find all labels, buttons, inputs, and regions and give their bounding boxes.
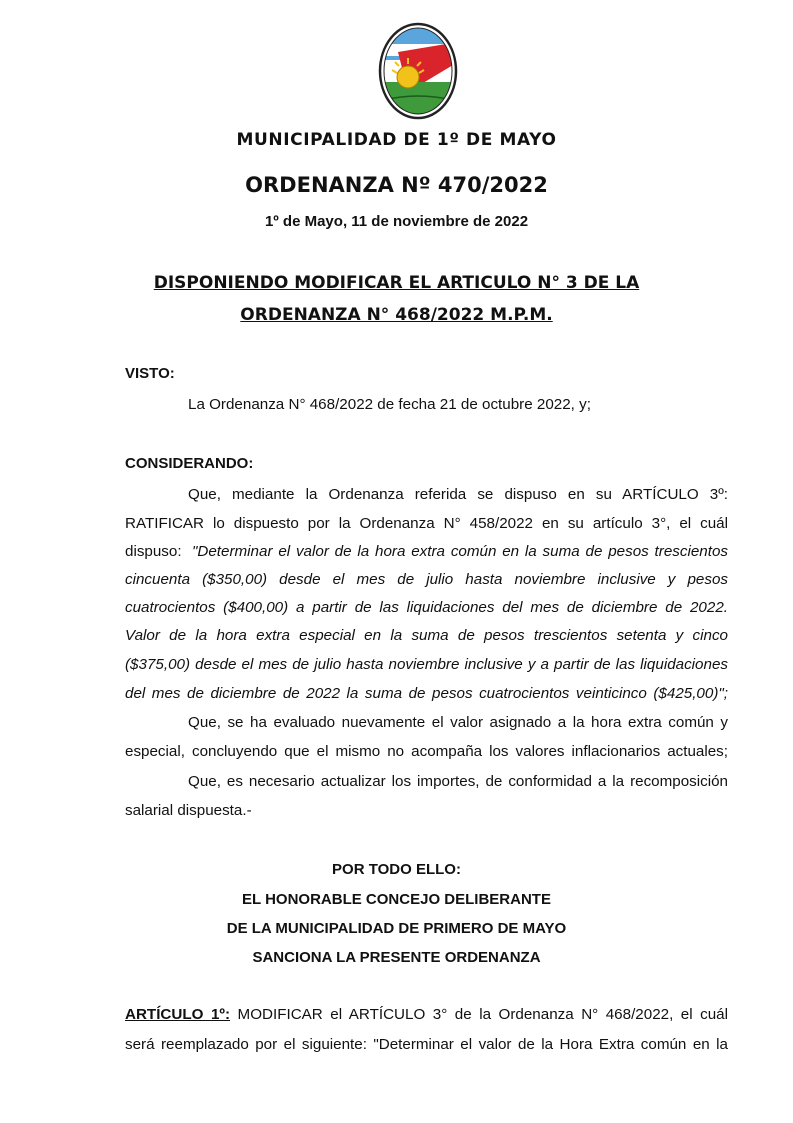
article-1-text: MODIFICAR el ARTÍCULO 3° de la Ordenanza N° 468/2022, el cuál bbox=[237, 1006, 728, 1023]
considerando-line: Que, mediante la Ordenanza referida se dispuso en su ARTÍCULO 3º: bbox=[188, 486, 728, 503]
quote-line: del mes de diciembre de 2022 la suma de pesos cuatrocientos veinticinco ($425,00)"; bbox=[125, 685, 728, 702]
article-1-label: ARTÍCULO 1º: bbox=[125, 1006, 231, 1023]
considerando-line: dispuso: bbox=[125, 543, 182, 560]
considerando-line: Que, se ha evaluado nuevamente el valor asignado a la hora extra común y bbox=[188, 714, 728, 731]
considerando-heading: CONSIDERANDO: bbox=[125, 455, 254, 472]
quote-line: ($375,00) desde el mes de julio hasta noviembre inclusive y a partir de las liquidaciones bbox=[125, 656, 728, 673]
visto-text: La Ordenanza N° 468/2022 de fecha 21 de octubre 2022, y; bbox=[188, 396, 591, 413]
municipal-seal-logo bbox=[378, 22, 458, 120]
resolution-line: SANCIONA LA PRESENTE ORDENANZA bbox=[252, 949, 541, 966]
municipality-name: MUNICIPALIDAD DE 1º DE MAYO bbox=[236, 130, 557, 150]
ordinance-number: ORDENANZA Nº 470/2022 bbox=[245, 173, 548, 197]
quote-line: Valor de la hora extra especial en la suma de pesos trescientos setenta y cinco bbox=[125, 627, 728, 644]
considerando-line: salarial dispuesta.- bbox=[125, 802, 252, 819]
place-date: 1º de Mayo, 11 de noviembre de 2022 bbox=[264, 213, 529, 230]
article-1-line-1 bbox=[125, 1006, 728, 1023]
quote-line: cincuenta ($350,00) desde el mes de julio hasta noviembre inclusive y pesos bbox=[125, 571, 728, 588]
quote-line: cuatrocientos ($400,00) a partir de las liquidaciones del mes de diciembre de 2022. bbox=[125, 599, 728, 616]
resolution-line: EL HONORABLE CONCEJO DELIBERANTE bbox=[242, 891, 551, 908]
document-title-line-1: DISPONIENDO MODIFICAR EL ARTICULO N° 3 DE LA bbox=[153, 273, 640, 293]
document-title-line-2: ORDENANZA N° 468/2022 M.P.M. bbox=[240, 305, 553, 325]
visto-heading: VISTO: bbox=[125, 365, 175, 382]
considerando-line: especial, concluyendo que el mismo no acompaña los valores inflacionarios actuales; bbox=[125, 743, 728, 760]
resolution-line: DE LA MUNICIPALIDAD DE PRIMERO DE MAYO bbox=[226, 920, 567, 937]
considerando-line: Que, es necesario actualizar los importes, de conformidad a la recomposición bbox=[188, 773, 728, 790]
resolution-line: POR TODO ELLO: bbox=[332, 861, 461, 878]
article-1-line-2: será reemplazado por el siguiente: "Determinar el valor de la Hora Extra común en la bbox=[125, 1036, 728, 1053]
considerando-line: RATIFICAR lo dispuesto por la Ordenanza N° 458/2022 en su artículo 3°, el cuál bbox=[125, 515, 728, 532]
quote-line: "Determinar el valor de la hora extra común en la suma de pesos trescientos bbox=[192, 543, 728, 560]
